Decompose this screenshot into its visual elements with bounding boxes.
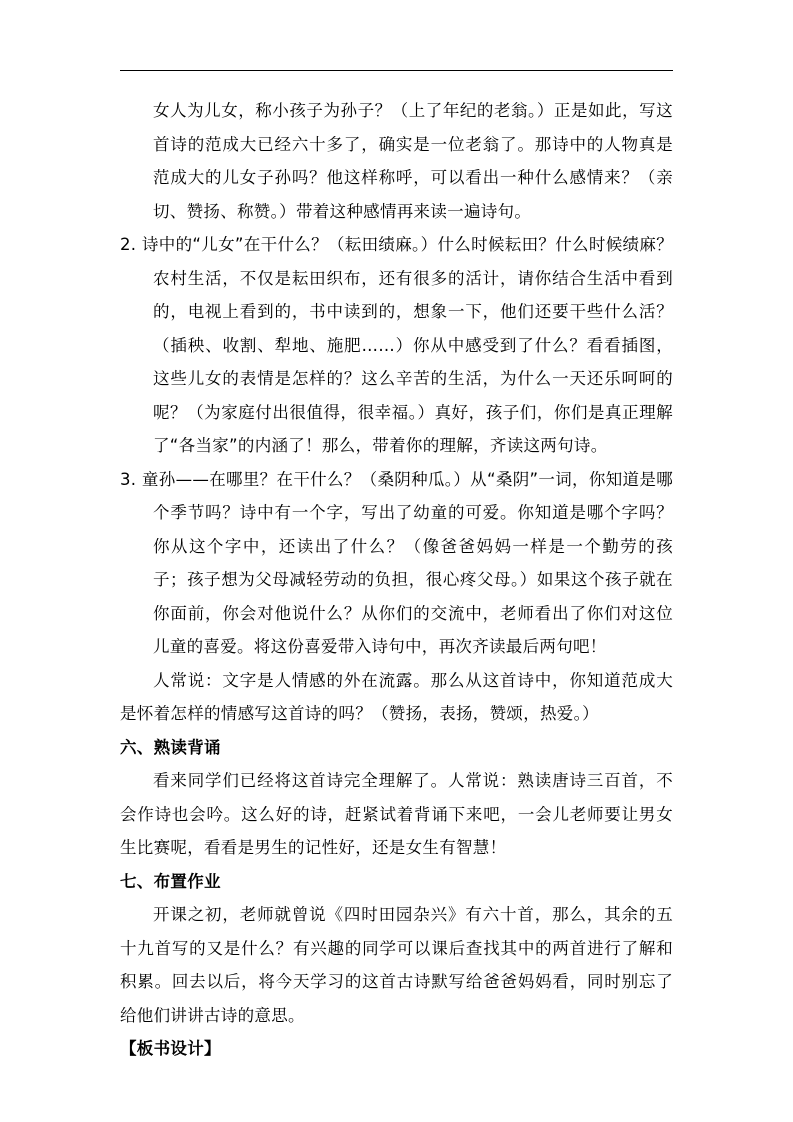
list-item-3: 3. 童孙——在哪里？在干什么？（桑阴种瓜。）从“桑阴”一词，你知道是哪个季节吗？诗中有一个字，写出了幼童的可爱。你知道是哪个字吗？你从这个字中，还读出了什么？（像爸爸妈妈一样是一个勤劳的孩子；孩子想为父母减轻劳动的负担，很心疼父母。）如果这个孩子就在你面前，你会对他说什么？从你们的交流中，老师看出了你们对这位儿童的喜爱。将这份喜爱带入诗句中，再次齐读最后两句吧！	[120, 469, 673, 656]
summary-paragraph: 人常说：文字是人情感的外在流露。那么从这首诗中，你知道范成大是怀着怎样的情感写这首诗的吗？（赞扬，表扬，赞颂，热爱。）	[120, 670, 673, 723]
section-heading-7: 七、布置作业	[120, 871, 221, 891]
list-item-2: 2. 诗中的“儿女”在干什么？（耘田绩麻。）什么时候耘田？什么时候绩麻？农村生活，不仅是耘田织布，还有很多的活计，请你结合生活中看到的，电视上看到的，书中读到的，想象一下，他们还要干些什么活？（插秧、收割、犁地、施肥……）你从中感受到了什么？看看插图，这些儿女的表情是怎样的？这么辛苦的生活，为什么一天还乐呵呵的呢？（为家庭付出很值得，很幸福。）真好，孩子们，你们是真正理解了“各当家”的内涵了！那么，带着你的理解，齐读这两句诗。	[120, 235, 673, 455]
continued-paragraph: 女人为儿女，称小孩子为孙子？（上了年纪的老翁。）正是如此，写这首诗的范成大已经六十多了，确实是一位老翁了。那诗中的人物真是范成大的儿女子孙吗？他这样称呼，可以看出一种什么感情来？（亲切、赞扬、称赞。）带着这种感情再来读一遍诗句。	[153, 101, 673, 221]
board-design-heading: 【板书设计】	[120, 1039, 221, 1058]
header-rule	[120, 70, 673, 71]
document-body	[120, 94, 673, 1066]
section-6-paragraph: 看来同学们已经将这首诗完全理解了。人常说：熟读唐诗三百首，不会作诗也会吟。这么好的诗，赶紧试着背诵下来吧，一会儿老师要让男女生比赛呢，看看是男生的记性好，还是女生有智慧！	[120, 771, 673, 857]
section-7-paragraph: 开课之初，老师就曾说《四时田园杂兴》有六十首，那么，其余的五十九首写的又是什么？有兴趣的同学可以课后查找其中的两首进行了解和积累。回去以后，将今天学习的这首古诗默写给爸爸妈妈看，同时别忘了给他们讲讲古诗的意思。	[120, 905, 673, 1025]
section-heading-6: 六、熟读背诵	[120, 737, 221, 757]
